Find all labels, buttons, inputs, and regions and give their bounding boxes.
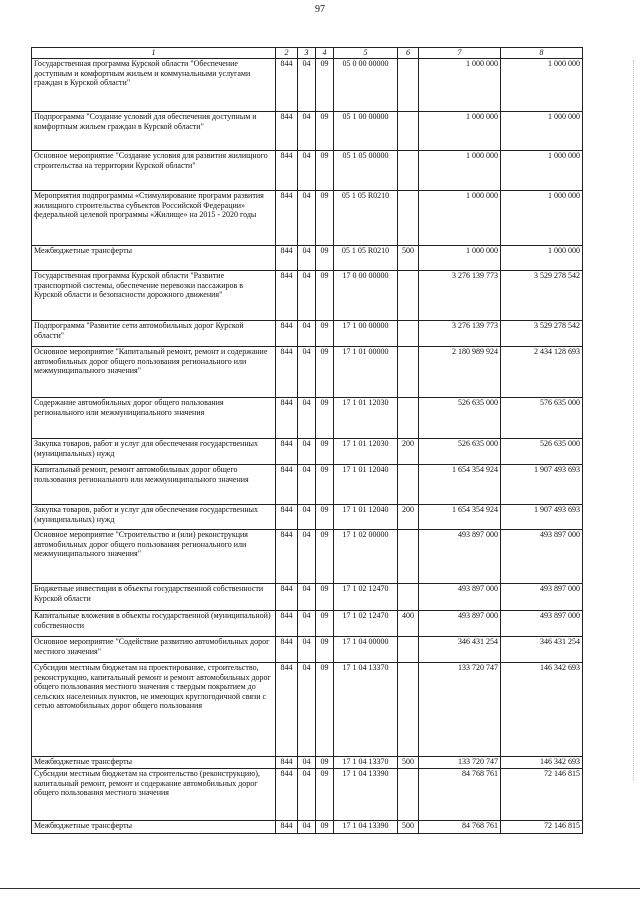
row-name-cell: Бюджетные инвестиции в объекты государственной собственности Курской области bbox=[32, 584, 276, 611]
target-article-cell: 17 1 02 00000 bbox=[334, 530, 398, 584]
target-article-cell: 17 1 04 13390 bbox=[334, 769, 398, 821]
ministry-code-cell: 844 bbox=[276, 246, 298, 271]
amount-year2-cell: 526 635 000 bbox=[501, 439, 583, 465]
expense-type-cell bbox=[398, 769, 419, 821]
amount-year1-cell: 493 897 000 bbox=[419, 611, 501, 637]
ministry-code-cell: 844 bbox=[276, 191, 298, 246]
amount-year1-cell: 1 000 000 bbox=[419, 112, 501, 151]
expense-type-cell bbox=[398, 191, 419, 246]
section-code-cell: 04 bbox=[298, 271, 316, 321]
amount-year1-cell: 133 720 747 bbox=[419, 757, 501, 769]
amount-year2-cell: 576 635 000 bbox=[501, 398, 583, 439]
table-row bbox=[32, 246, 583, 271]
table-body bbox=[32, 59, 583, 834]
expense-type-cell bbox=[398, 530, 419, 584]
table-row bbox=[32, 505, 583, 530]
expense-type-cell bbox=[398, 321, 419, 347]
table-row bbox=[32, 637, 583, 663]
ministry-code-cell: 844 bbox=[276, 151, 298, 191]
target-article-cell: 05 1 05 R0210 bbox=[334, 191, 398, 246]
subsection-code-cell: 09 bbox=[316, 505, 334, 530]
expense-type-cell bbox=[398, 584, 419, 611]
ministry-code-cell: 844 bbox=[276, 398, 298, 439]
table-row bbox=[32, 59, 583, 112]
row-name-cell: Капитальные вложения в объекты государственной (муниципальной) собственности bbox=[32, 611, 276, 637]
row-name-cell: Закупка товаров, работ и услуг для обеспечения государственных (муниципальных) нужд bbox=[32, 439, 276, 465]
ministry-code-cell: 844 bbox=[276, 611, 298, 637]
row-name-cell: Субсидии местным бюджетам на проектирование, строительство, реконструкцию, капитальный ремонт и ремонт автомобильных дорог общего пользования местного значения с твердым покрытием до сельских населенных пунктов, не имеющих круглогодичной связи с сетью автомобильных дорог общего пользования bbox=[32, 663, 276, 757]
row-name-cell: Межбюджетные трансферты bbox=[32, 757, 276, 769]
subsection-code-cell: 09 bbox=[316, 246, 334, 271]
subsection-code-cell: 09 bbox=[316, 611, 334, 637]
ministry-code-cell: 844 bbox=[276, 439, 298, 465]
amount-year2-cell: 72 146 815 bbox=[501, 821, 583, 834]
amount-year1-cell: 1 000 000 bbox=[419, 151, 501, 191]
amount-year1-cell: 1 654 354 924 bbox=[419, 465, 501, 505]
expense-type-cell bbox=[398, 347, 419, 398]
subsection-code-cell: 09 bbox=[316, 151, 334, 191]
ministry-code-cell: 844 bbox=[276, 59, 298, 112]
table-row bbox=[32, 439, 583, 465]
section-code-cell: 04 bbox=[298, 584, 316, 611]
row-name-cell: Подпрограмма "Развитие сети автомобильных дорог Курской области" bbox=[32, 321, 276, 347]
amount-year1-cell: 84 768 761 bbox=[419, 821, 501, 834]
row-name-cell: Межбюджетные трансферты bbox=[32, 821, 276, 834]
subsection-code-cell: 09 bbox=[316, 347, 334, 398]
section-code-cell: 04 bbox=[298, 151, 316, 191]
expense-type-cell: 200 bbox=[398, 505, 419, 530]
section-code-cell: 04 bbox=[298, 398, 316, 439]
row-name-cell: Мероприятия подпрограммы «Стимулирование программ развития жилищного строительства субъектов Российской Федерации» федеральной целевой программы «Жилище» на 2015 - 2020 годы bbox=[32, 191, 276, 246]
expense-type-cell bbox=[398, 465, 419, 505]
target-article-cell: 17 1 01 12040 bbox=[334, 465, 398, 505]
section-code-cell: 04 bbox=[298, 246, 316, 271]
amount-year2-cell: 493 897 000 bbox=[501, 611, 583, 637]
amount-year1-cell: 493 897 000 bbox=[419, 584, 501, 611]
row-name-cell: Основное мероприятие "Капитальный ремонт, ремонт и содержание автомобильных дорог общего пользования регионального или межмуниципального значения" bbox=[32, 347, 276, 398]
ministry-code-cell: 844 bbox=[276, 465, 298, 505]
target-article-cell: 17 1 04 13370 bbox=[334, 663, 398, 757]
amount-year1-cell: 3 276 139 773 bbox=[419, 321, 501, 347]
row-name-cell: Основное мероприятие "Создание условия для развития жилищного строительства на территории Курской области" bbox=[32, 151, 276, 191]
footer-rule bbox=[0, 888, 640, 889]
target-article-cell: 05 1 05 00000 bbox=[334, 151, 398, 191]
row-name-cell: Содержание автомобильных дорог общего пользования регионального или межмуниципального значения bbox=[32, 398, 276, 439]
ministry-code-cell: 844 bbox=[276, 757, 298, 769]
column-header: 1 bbox=[32, 48, 276, 59]
ministry-code-cell: 844 bbox=[276, 505, 298, 530]
expense-type-cell: 500 bbox=[398, 246, 419, 271]
amount-year2-cell: 1 000 000 bbox=[501, 246, 583, 271]
section-code-cell: 04 bbox=[298, 465, 316, 505]
subsection-code-cell: 09 bbox=[316, 191, 334, 246]
subsection-code-cell: 09 bbox=[316, 465, 334, 505]
budget-table bbox=[31, 47, 583, 834]
target-article-cell: 17 1 02 12470 bbox=[334, 611, 398, 637]
amount-year2-cell: 1 907 493 693 bbox=[501, 465, 583, 505]
expense-type-cell bbox=[398, 59, 419, 112]
table-row bbox=[32, 151, 583, 191]
table-row bbox=[32, 321, 583, 347]
table-row bbox=[32, 465, 583, 505]
amount-year2-cell: 1 000 000 bbox=[501, 112, 583, 151]
subsection-code-cell: 09 bbox=[316, 271, 334, 321]
target-article-cell: 17 1 01 12040 bbox=[334, 505, 398, 530]
subsection-code-cell: 09 bbox=[316, 112, 334, 151]
table-row bbox=[32, 769, 583, 821]
section-code-cell: 04 bbox=[298, 505, 316, 530]
amount-year1-cell: 1 000 000 bbox=[419, 59, 501, 112]
column-header: 4 bbox=[316, 48, 334, 59]
section-code-cell: 04 bbox=[298, 439, 316, 465]
subsection-code-cell: 09 bbox=[316, 769, 334, 821]
ministry-code-cell: 844 bbox=[276, 347, 298, 398]
subsection-code-cell: 09 bbox=[316, 398, 334, 439]
table-row bbox=[32, 191, 583, 246]
table-row bbox=[32, 757, 583, 769]
target-article-cell: 17 1 04 00000 bbox=[334, 637, 398, 663]
amount-year2-cell: 146 342 693 bbox=[501, 663, 583, 757]
section-code-cell: 04 bbox=[298, 59, 316, 112]
ministry-code-cell: 844 bbox=[276, 663, 298, 757]
row-name-cell: Межбюджетные трансферты bbox=[32, 246, 276, 271]
row-name-cell: Государственная программа Курской области "Обеспечение доступным и комфортным жильем и коммунальными услугами граждан в Курской области" bbox=[32, 59, 276, 112]
ministry-code-cell: 844 bbox=[276, 769, 298, 821]
subsection-code-cell: 09 bbox=[316, 439, 334, 465]
expense-type-cell bbox=[398, 112, 419, 151]
table-row bbox=[32, 663, 583, 757]
table-row bbox=[32, 611, 583, 637]
section-code-cell: 04 bbox=[298, 611, 316, 637]
amount-year2-cell: 493 897 000 bbox=[501, 530, 583, 584]
amount-year1-cell: 1 000 000 bbox=[419, 246, 501, 271]
section-code-cell: 04 bbox=[298, 757, 316, 769]
target-article-cell: 05 0 00 00000 bbox=[334, 59, 398, 112]
ministry-code-cell: 844 bbox=[276, 112, 298, 151]
amount-year1-cell: 2 180 989 924 bbox=[419, 347, 501, 398]
subsection-code-cell: 09 bbox=[316, 321, 334, 347]
ministry-code-cell: 844 bbox=[276, 530, 298, 584]
ministry-code-cell: 844 bbox=[276, 321, 298, 347]
amount-year2-cell: 146 342 693 bbox=[501, 757, 583, 769]
amount-year1-cell: 1 654 354 924 bbox=[419, 505, 501, 530]
target-article-cell: 17 1 01 12030 bbox=[334, 398, 398, 439]
row-name-cell: Подпрограмма "Создание условий для обеспечения доступным и комфортным жильем граждан в Курской области" bbox=[32, 112, 276, 151]
column-header: 2 bbox=[276, 48, 298, 59]
amount-year1-cell: 3 276 139 773 bbox=[419, 271, 501, 321]
target-article-cell: 17 1 02 12470 bbox=[334, 584, 398, 611]
subsection-code-cell: 09 bbox=[316, 59, 334, 112]
table-row bbox=[32, 271, 583, 321]
expense-type-cell bbox=[398, 271, 419, 321]
row-name-cell: Закупка товаров, работ и услуг для обеспечения государственных (муниципальных) нужд bbox=[32, 505, 276, 530]
amount-year2-cell: 3 529 278 542 bbox=[501, 271, 583, 321]
target-article-cell: 05 1 00 00000 bbox=[334, 112, 398, 151]
row-name-cell: Основное мероприятие "Строительство и (или) реконструкция автомобильных дорог общего пользования регионального или межмуниципального значения" bbox=[32, 530, 276, 584]
expense-type-cell: 400 bbox=[398, 611, 419, 637]
column-header-row bbox=[32, 48, 583, 59]
column-header: 7 bbox=[419, 48, 501, 59]
amount-year1-cell: 1 000 000 bbox=[419, 191, 501, 246]
amount-year2-cell: 72 146 815 bbox=[501, 769, 583, 821]
table-row bbox=[32, 584, 583, 611]
scan-edge-marks bbox=[632, 60, 634, 780]
amount-year1-cell: 84 768 761 bbox=[419, 769, 501, 821]
page-number: 97 bbox=[315, 4, 325, 15]
section-code-cell: 04 bbox=[298, 821, 316, 834]
subsection-code-cell: 09 bbox=[316, 530, 334, 584]
ministry-code-cell: 844 bbox=[276, 584, 298, 611]
expense-type-cell bbox=[398, 151, 419, 191]
section-code-cell: 04 bbox=[298, 321, 316, 347]
table-row bbox=[32, 347, 583, 398]
target-article-cell: 17 1 04 13370 bbox=[334, 757, 398, 769]
expense-type-cell: 500 bbox=[398, 821, 419, 834]
subsection-code-cell: 09 bbox=[316, 757, 334, 769]
table-row bbox=[32, 821, 583, 834]
expense-type-cell bbox=[398, 637, 419, 663]
amount-year1-cell: 133 720 747 bbox=[419, 663, 501, 757]
expense-type-cell: 200 bbox=[398, 439, 419, 465]
table-row bbox=[32, 398, 583, 439]
amount-year2-cell: 3 529 278 542 bbox=[501, 321, 583, 347]
section-code-cell: 04 bbox=[298, 530, 316, 584]
section-code-cell: 04 bbox=[298, 769, 316, 821]
row-name-cell: Субсидии местным бюджетам на строительство (реконструкцию), капитальный ремонт, ремонт и содержание автомобильных дорог общего пользования местного значения bbox=[32, 769, 276, 821]
target-article-cell: 17 1 00 00000 bbox=[334, 321, 398, 347]
amount-year2-cell: 2 434 128 693 bbox=[501, 347, 583, 398]
section-code-cell: 04 bbox=[298, 347, 316, 398]
ministry-code-cell: 844 bbox=[276, 271, 298, 321]
table-row bbox=[32, 530, 583, 584]
expense-type-cell bbox=[398, 663, 419, 757]
amount-year2-cell: 493 897 000 bbox=[501, 584, 583, 611]
target-article-cell: 17 1 04 13390 bbox=[334, 821, 398, 834]
amount-year1-cell: 346 431 254 bbox=[419, 637, 501, 663]
subsection-code-cell: 09 bbox=[316, 663, 334, 757]
section-code-cell: 04 bbox=[298, 191, 316, 246]
subsection-code-cell: 09 bbox=[316, 637, 334, 663]
section-code-cell: 04 bbox=[298, 112, 316, 151]
section-code-cell: 04 bbox=[298, 637, 316, 663]
row-name-cell: Капитальный ремонт, ремонт автомобильных дорог общего пользования регионального или межмуниципального значения bbox=[32, 465, 276, 505]
row-name-cell: Основное мероприятие "Содействие развитию автомобильных дорог местного значения" bbox=[32, 637, 276, 663]
section-code-cell: 04 bbox=[298, 663, 316, 757]
amount-year1-cell: 526 635 000 bbox=[419, 439, 501, 465]
expense-type-cell: 500 bbox=[398, 757, 419, 769]
column-header: 6 bbox=[398, 48, 419, 59]
amount-year2-cell: 1 000 000 bbox=[501, 191, 583, 246]
amount-year1-cell: 493 897 000 bbox=[419, 530, 501, 584]
subsection-code-cell: 09 bbox=[316, 584, 334, 611]
amount-year2-cell: 346 431 254 bbox=[501, 637, 583, 663]
target-article-cell: 17 1 01 00000 bbox=[334, 347, 398, 398]
row-name-cell: Государственная программа Курской области "Развитие транспортной системы, обеспечение перевозки пассажиров в Курской области и безопасности дорожного движения" bbox=[32, 271, 276, 321]
table-row bbox=[32, 112, 583, 151]
amount-year2-cell: 1 907 493 693 bbox=[501, 505, 583, 530]
amount-year2-cell: 1 000 000 bbox=[501, 151, 583, 191]
target-article-cell: 17 1 01 12030 bbox=[334, 439, 398, 465]
ministry-code-cell: 844 bbox=[276, 821, 298, 834]
target-article-cell: 05 1 05 R0210 bbox=[334, 246, 398, 271]
column-header: 5 bbox=[334, 48, 398, 59]
ministry-code-cell: 844 bbox=[276, 637, 298, 663]
column-header: 8 bbox=[501, 48, 583, 59]
amount-year2-cell: 1 000 000 bbox=[501, 59, 583, 112]
subsection-code-cell: 09 bbox=[316, 821, 334, 834]
target-article-cell: 17 0 00 00000 bbox=[334, 271, 398, 321]
amount-year1-cell: 526 635 000 bbox=[419, 398, 501, 439]
expense-type-cell bbox=[398, 398, 419, 439]
column-header: 3 bbox=[298, 48, 316, 59]
